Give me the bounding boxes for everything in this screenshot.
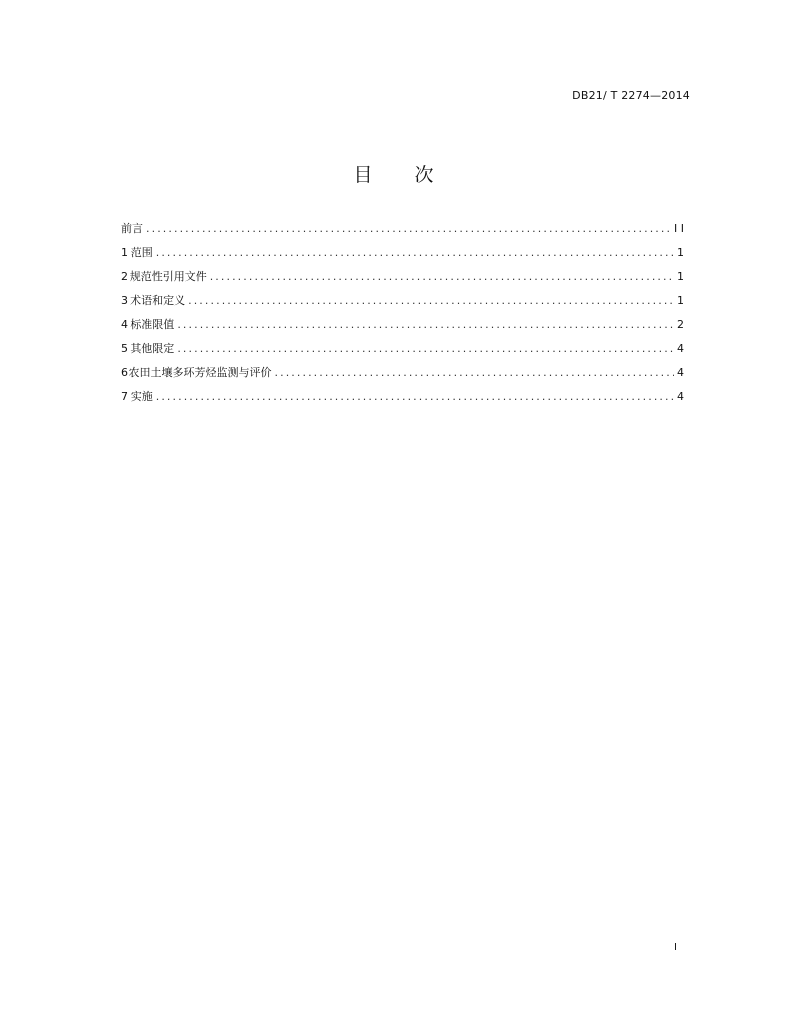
toc-entry-number: 6 (121, 366, 128, 379)
toc-entry-page: 2 (677, 318, 684, 331)
toc-entry-terms-definitions[interactable] (121, 292, 684, 316)
toc-entry-page: 1 (677, 246, 684, 259)
toc-entry-page: 4 (677, 342, 684, 355)
toc-entry-page: 4 (677, 390, 684, 403)
toc-entry-number: 1 (121, 246, 128, 259)
toc-entry-number: 5 (121, 342, 128, 355)
toc-leader-dots (210, 270, 674, 283)
toc-leader-dots (177, 318, 674, 331)
toc-entry-other-limits[interactable] (121, 340, 684, 364)
toc-entry-page: 4 (677, 366, 684, 379)
toc-leader-dots (188, 294, 674, 307)
toc-leader-dots (156, 390, 674, 403)
toc-leader-dots (275, 366, 675, 379)
toc-entry-number: 4 (121, 318, 128, 331)
toc-entry-text: 其他限定 (130, 342, 175, 355)
toc-entry-text: 术语和定义 (130, 294, 186, 307)
toc-entry-normative-references[interactable] (121, 268, 684, 292)
toc-leader-dots (177, 342, 674, 355)
toc-entry-text: 标准限值 (130, 318, 175, 331)
toc-entry-text: 实施 (130, 390, 153, 403)
toc-entry-page: I I (674, 222, 684, 235)
toc-entry-scope[interactable] (121, 244, 684, 268)
toc-entry-text: 前言 (121, 222, 143, 235)
toc-entry-page: 1 (677, 294, 684, 307)
toc-entry-text: 范围 (130, 246, 153, 259)
toc-entry-standard-limits[interactable] (121, 316, 684, 340)
toc-entry-page: 1 (677, 270, 684, 283)
toc-leader-dots (146, 222, 671, 235)
table-of-contents (121, 220, 684, 412)
toc-entry-text: 农田土壤多环芳烃监测与评价 (128, 366, 272, 379)
toc-entry-foreword[interactable] (121, 220, 684, 244)
document-code: DB21/ T 2274—2014 (572, 89, 690, 102)
toc-entry-text: 规范性引用文件 (129, 270, 207, 283)
page-number: I (674, 942, 677, 953)
toc-title: 目 次 (353, 164, 452, 186)
toc-leader-dots (156, 246, 674, 259)
toc-entry-number: 7 (121, 390, 128, 403)
toc-entry-number: 2 (121, 270, 128, 283)
toc-entry-number: 3 (121, 294, 128, 307)
toc-entry-monitoring-evaluation[interactable] (121, 364, 684, 388)
toc-entry-implementation[interactable] (121, 388, 684, 412)
